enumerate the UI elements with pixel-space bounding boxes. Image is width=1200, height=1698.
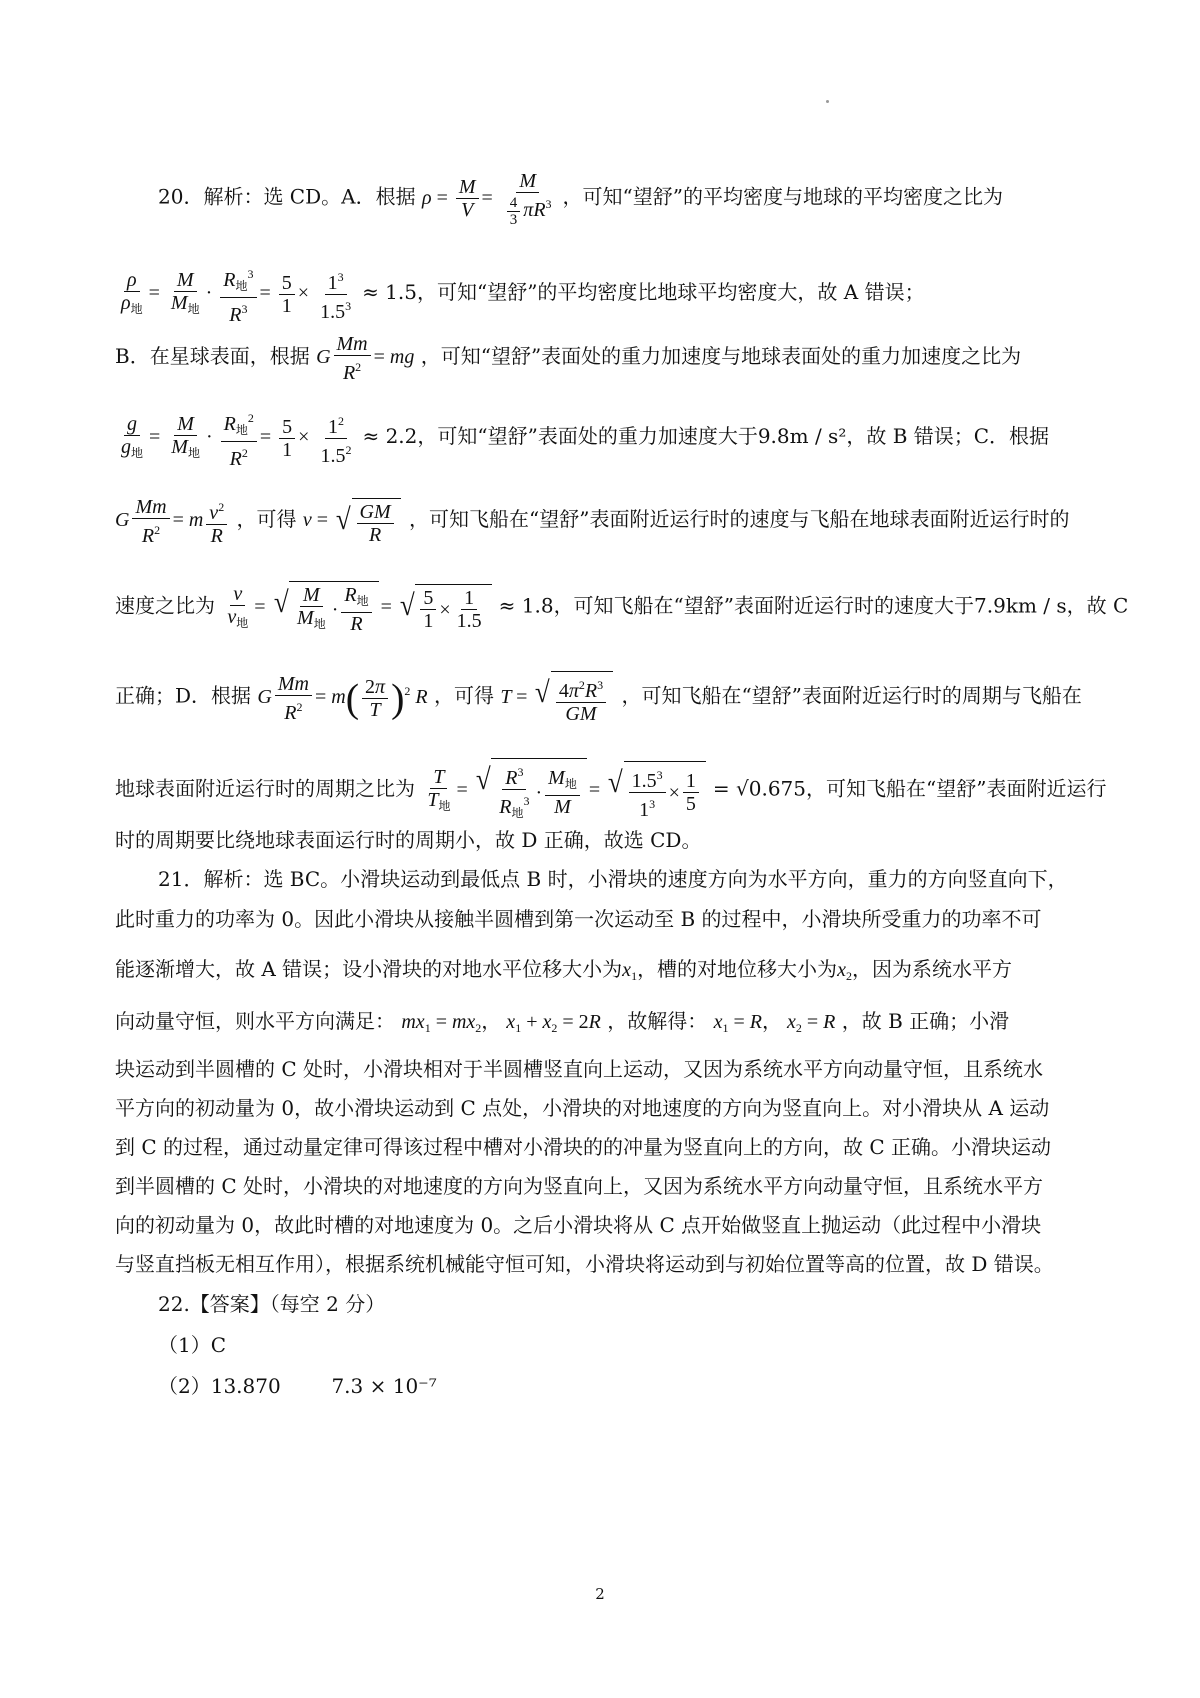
- period-expression: T = √ $\frac{4\pi^2R^3}{GM}$: [500, 686, 615, 708]
- density-conclusion: ，可知“望舒”的平均密度比地球平均密度大，故 A 错误；: [416, 280, 925, 305]
- q21-line-6: 平方向的初动量为 0，故小滑块运动到 C 点处，小滑块的对地速度的方向为竖直向上。对小滑块从 A 运动: [115, 1096, 1050, 1120]
- q21-line-3: [115, 955, 1095, 990]
- q20-line-7: [115, 671, 1095, 725]
- period-formula: G $\frac{Mm}{R^2}$ = m( $\frac{2\pi}{T}$ )$^2$ R: [257, 672, 428, 724]
- g-ratio-result: ≈ 2.2: [362, 424, 418, 449]
- q21-line-4: [115, 1007, 1095, 1042]
- density-ratio-formula: $\frac{\rho}{\rho_地}$ = $\frac{M}{M_地}$ · $\frac{R_地^3}{R^3}$ = $\frac{5}{1}$ × $\frac{1^3}{1.5^3}$: [115, 282, 362, 304]
- g-value: 9.8m / s²: [757, 424, 847, 449]
- x2-symbol: $x_2$: [837, 959, 852, 983]
- q21-line-4a: 向动量守恒，则水平方向满足：: [115, 1009, 395, 1033]
- q21-line-4c: ，故 B 正确；小滑: [841, 1009, 1010, 1033]
- q21-line-10: 与竖直挡板无相互作用），根据系统机械能守恒可知，小滑块将运动到与初始位置等高的位置，故 D 错误。: [115, 1252, 1054, 1276]
- v-ratio-result: ≈ 1.8: [498, 593, 554, 618]
- density-ratio-result: ≈ 1.5: [362, 280, 417, 305]
- orbital-velocity-formula: G $\frac{Mm}{R^2}$ = m $\frac{v^2}{R}$: [115, 509, 230, 531]
- d-after: ，可知飞船在“望舒”表面附近运行时的周期与飞船在: [621, 683, 1082, 708]
- q20-c-after: ，可知飞船在“望舒”表面附近运行时的速度与飞船在地球表面附近运行时的: [409, 507, 1070, 532]
- q20-line-5: [115, 496, 1095, 547]
- t-ratio-intro: 地球表面附近运行时的周期之比为: [115, 776, 415, 801]
- d-mid: ，可得: [433, 683, 494, 708]
- q20-line-6: [115, 581, 1129, 635]
- q21-line-5: 块运动到半圆槽的 C 处时，小滑块相对于半圆槽竖直向上运动，又因为系统水平方向动量守恒，且系统水: [115, 1057, 1044, 1081]
- q21-line-1: 21．解析：选 BC。小滑块运动到最低点 B 时，小滑块的速度方向为水平方向，重力的方向竖直向下，: [158, 867, 1068, 891]
- q22-item-1: （1）C: [158, 1333, 227, 1357]
- t-ratio-formula: $\frac{T}{T_地}$ = √ $\frac{R^3}{R_地^3}$ · $\frac{M_地}{M}$ = √ $\frac{1.5^3}{1^3}$ × $\frac{1}{5}$: [421, 779, 713, 801]
- density-formula: ρ = $\frac{M}{V}$ = M $\frac{4}{3}$ $\pi R^3$: [421, 170, 552, 228]
- q22-item-2-label: （2）13.870: [158, 1374, 281, 1398]
- surface-gravity-formula: G $\frac{Mm}{R^2}$ = mg: [316, 333, 415, 384]
- q20-line-4: [115, 407, 1095, 470]
- x1-symbol: $x_1$: [622, 959, 638, 983]
- q21-line-4b: ，故解得：: [607, 1009, 708, 1033]
- q20-line-2: [115, 263, 1095, 326]
- v-ratio-formula: $\frac{v}{v_地}$ = √ $\frac{M}{M_地}$ · $\frac{R_地}{R}$ = √ $\frac{5}{1}$ × $\frac{1}{1.5}$: [221, 596, 498, 618]
- v-value: 7.9km / s: [974, 593, 1067, 618]
- q22-item-2-value: 7.3 × 10⁻⁷: [331, 1374, 437, 1398]
- c-conclusion: ，可知飞船在“望舒”表面附近运行时的速度大于: [553, 593, 975, 618]
- q21-line-9: 向的初动量为 0，故此时槽的对地速度为 0。之后小滑块将从 C 点开始做竖直上抛运动（此过程中小滑块: [115, 1213, 1042, 1237]
- q20-line-9: 时的周期要比绕地球表面运行时的周期小，故 D 正确，故选 CD。: [115, 828, 702, 852]
- t-conclusion: ，可知飞船在“望舒”表面附近运行: [806, 776, 1107, 801]
- g-tail: ，故 B 错误；C．根据: [846, 424, 1050, 449]
- q21-line-3c: ，因为系统水平方: [851, 957, 1012, 981]
- velocity-expression: v = √ $\frac{GM}{R}$: [303, 509, 403, 531]
- scan-speck: [826, 100, 829, 103]
- q20-intro: 20．解析：选 CD。A．根据: [158, 184, 416, 209]
- q22-item-2: [158, 1372, 1095, 1400]
- g-ratio-formula: $\frac{g}{g_地}$ = $\frac{M}{M_地}$ · $\frac{R_地^2}{R^2}$ = $\frac{5}{1}$ × $\frac{1^2}{1.5^2}$: [115, 426, 362, 448]
- q21-line-8: 到半圆槽的 C 处时，小滑块的对地速度的方向为竖直向上，又因为系统水平方向动量守恒，且系统水平方: [115, 1174, 1044, 1198]
- q20-intro-after: ，可知“望舒”的平均密度与地球的平均密度之比为: [562, 184, 1003, 209]
- c-tail: ，故 C: [1066, 593, 1129, 618]
- q22-header: 22.【答案】（每空 2 分）: [158, 1292, 386, 1316]
- d-intro: 正确；D．根据: [115, 683, 252, 708]
- c-ratio-intro: 速度之比为: [115, 593, 215, 618]
- q21-line-7: 到 C 的过程，通过动量定律可得该过程中槽对小滑块的的冲量为竖直向上的方向，故 C 正确。小滑块运动: [115, 1135, 1052, 1159]
- q20-line-8: [115, 758, 1107, 824]
- q21-line-3b: ，槽的对地位移大小为: [637, 957, 838, 981]
- momentum-equations: $mx_1 = mx_2$， $x_1 + x_2 = 2R$: [401, 1011, 601, 1035]
- t-ratio-result: = √0.675: [712, 776, 806, 801]
- q21-line-3a: 能逐渐增大，故 A 错误；设小滑块的对地水平位移大小为: [115, 957, 623, 981]
- q20-line-1: [158, 170, 1095, 228]
- q20-b-intro: B．在星球表面，根据: [115, 344, 310, 369]
- q20-line-3: [115, 333, 1095, 384]
- q21-line-2: 此时重力的功率为 0。因此小滑块从接触半圆槽到第一次运动至 B 的过程中，小滑块所受重力的功率不可: [115, 907, 1042, 931]
- solution-equations: $x_1 = R$， $x_2 = R$: [713, 1011, 836, 1035]
- q20-c-mid: ，可得: [236, 507, 297, 532]
- g-conclusion: ，可知“望舒”表面处的重力加速度大于: [417, 424, 758, 449]
- q20-b-after: ，可知“望舒”表面处的重力加速度与地球表面处的重力加速度之比为: [420, 344, 1022, 369]
- page-number: 2: [595, 1585, 605, 1603]
